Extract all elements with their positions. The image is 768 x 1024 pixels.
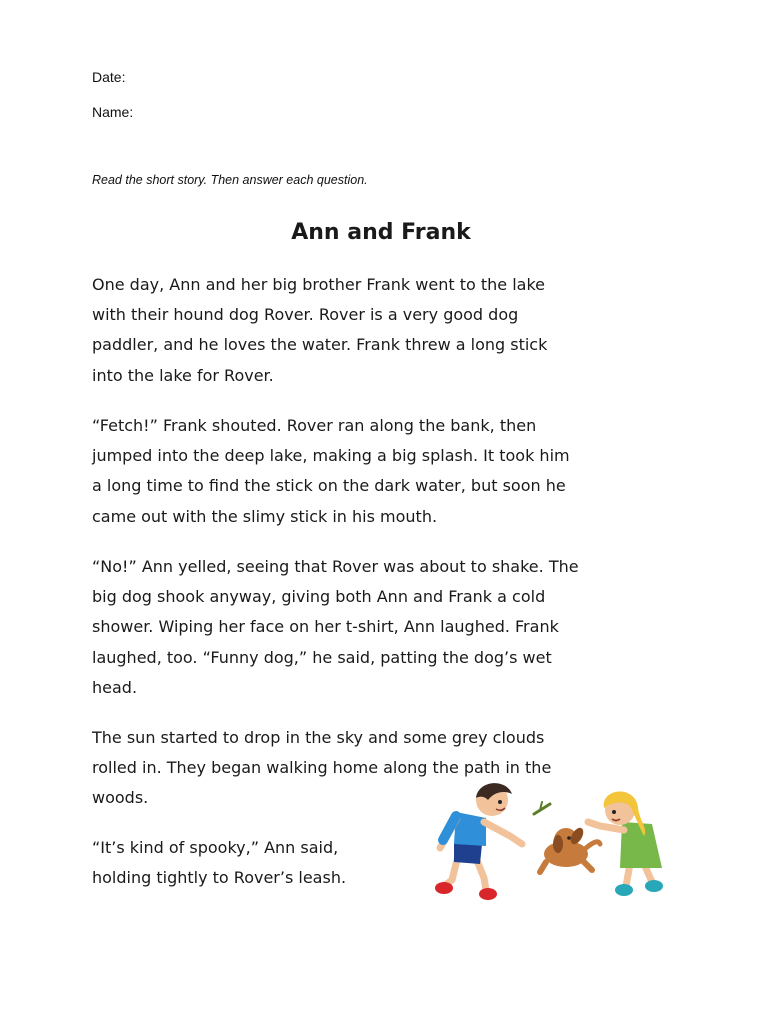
paragraph-line: laughed, too. “Funny dog,” he said, patting the dog’s wet bbox=[92, 647, 552, 667]
paragraph-line: paddler, and he loves the water. Frank threw a long stick bbox=[92, 335, 548, 355]
paragraph-line: holding tightly to Rover’s leash. bbox=[92, 868, 347, 888]
paragraph-1 bbox=[92, 270, 547, 391]
paragraph-line: shower. Wiping her face on her t-shirt, Ann laughed. Frank bbox=[92, 617, 559, 637]
date-label: Date: bbox=[92, 69, 126, 85]
name-label: Name: bbox=[92, 104, 134, 120]
paragraph-5 bbox=[92, 833, 346, 893]
paragraph-line: “No!” Ann yelled, seeing that Rover was about to shake. The bbox=[92, 557, 579, 576]
paragraph-line: “It’s kind of spooky,” Ann said, bbox=[92, 838, 339, 857]
paragraph-line: a long time to find the stick on the dark water, but soon he bbox=[92, 476, 566, 496]
paragraph-line: The sun started to drop in the sky and some grey clouds bbox=[92, 728, 545, 747]
paragraph-line: came out with the slimy stick in his mouth. bbox=[92, 506, 438, 526]
children-playing-with-dog-illustration bbox=[430, 778, 670, 908]
paragraph-line: One day, Ann and her big brother Frank went to the lake bbox=[92, 275, 545, 294]
paragraph-line: woods. bbox=[92, 788, 149, 808]
instructions: Read the short story. Then answer each question. bbox=[92, 173, 368, 187]
paragraph-2 bbox=[92, 411, 570, 532]
boy-figure bbox=[435, 783, 522, 900]
paragraph-line: “Fetch!” Frank shouted. Rover ran along the bank, then bbox=[92, 416, 537, 435]
paragraph-line: head. bbox=[92, 677, 138, 697]
paragraph-3 bbox=[92, 552, 579, 703]
paragraph-line: into the lake for Rover. bbox=[92, 365, 274, 385]
paragraph-line: jumped into the deep lake, making a big splash. It took him bbox=[92, 446, 570, 466]
paragraph-line: big dog shook anyway, giving both Ann and Frank a cold bbox=[92, 587, 546, 607]
paragraph-line: with their hound dog Rover. Rover is a very good dog bbox=[92, 305, 519, 325]
dog-figure bbox=[540, 826, 600, 872]
paragraph-line: rolled in. They began walking home along the path in the bbox=[92, 758, 552, 778]
story-title: Ann and Frank bbox=[291, 220, 471, 245]
